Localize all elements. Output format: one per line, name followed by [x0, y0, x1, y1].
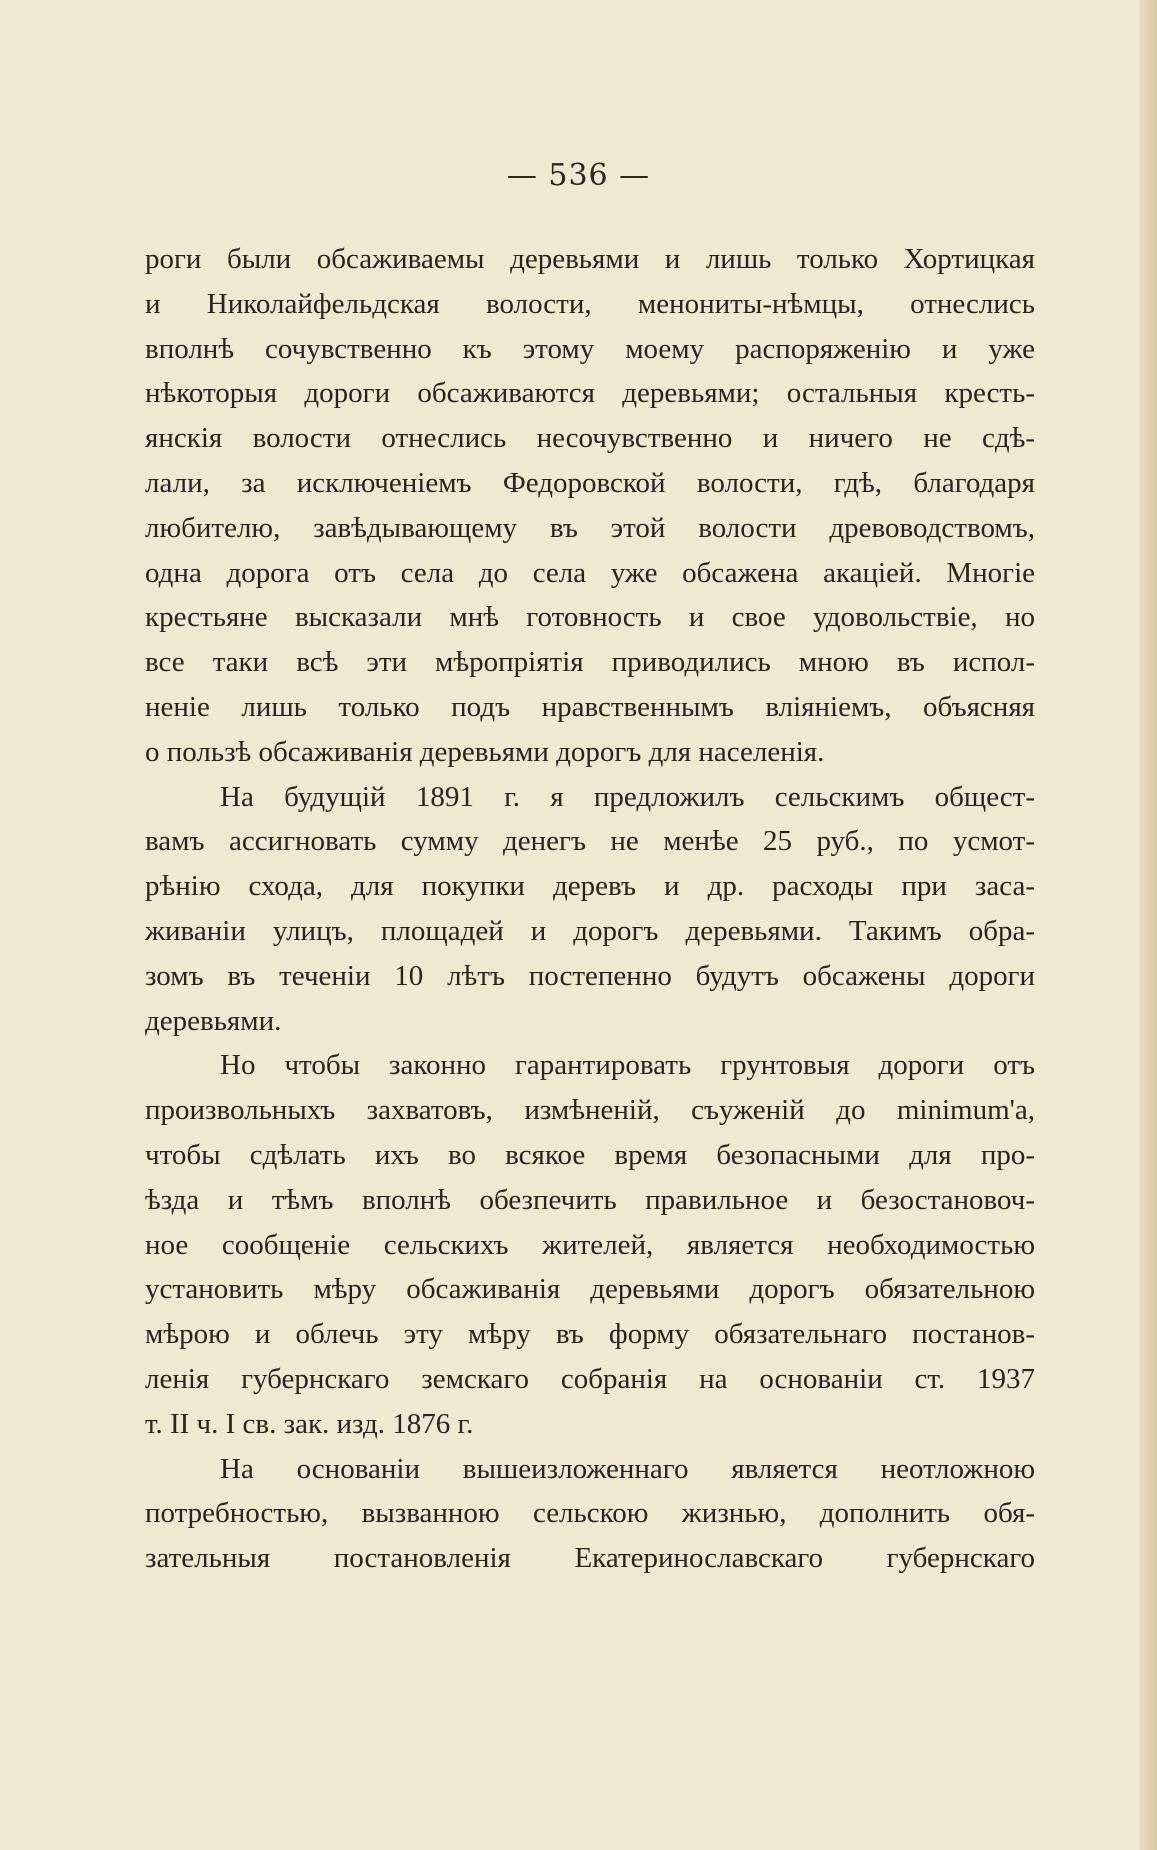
text-line: ленія губернскаго земскаго собранія на основаніи ст. 1937 — [145, 1362, 1035, 1395]
text-line: о пользѣ обсаживанія деревьями дорогъ для населенія. — [145, 735, 825, 768]
text-line: лали, за исключеніемъ Федоровской волости, гдѣ, благодаря — [145, 466, 1035, 499]
text-line: зомъ въ теченіи 10 лѣтъ постепенно будутъ обсажены дороги — [145, 959, 1035, 992]
text-line: На основаніи вышеизложеннаго является неотложною — [220, 1452, 1035, 1485]
text-line: вполнѣ сочувственно къ этому моему распоряженію и уже — [145, 332, 1035, 365]
text-line: т. II ч. I св. зак. изд. 1876 г. — [145, 1407, 474, 1440]
text-line: вамъ ассигновать сумму денегъ не менѣе 25 руб., по усмот- — [145, 825, 1035, 858]
text-line: янскія волости отнеслись несочувственно и ничего не сдѣ- — [145, 422, 1035, 455]
body-text — [145, 237, 1035, 1581]
text-line: живаніи улицъ, площадей и дорогъ деревьями. Такимъ обра- — [145, 914, 1035, 947]
text-line: роги были обсаживаемы деревьями и лишь только Хортицкая — [145, 243, 1035, 275]
text-line: и Николайфельдская волости, менониты-нѣмцы, отнеслись — [145, 287, 1035, 320]
text-line: На будущій 1891 г. я предложилъ сельскимъ общест- — [220, 780, 1035, 813]
text-line: крестьяне высказали мнѣ готовность и свое удовольствіе, но — [145, 601, 1035, 634]
text-line: ное сообщеніе сельскихъ жителей, является необходимостью — [145, 1228, 1035, 1261]
page-edge — [1139, 0, 1157, 1850]
text-line: все таки всѣ эти мѣропріятія приводились мною въ испол- — [145, 646, 1035, 679]
text-line: деревьями. — [145, 1004, 282, 1037]
text-line: ѣзда и тѣмъ вполнѣ обезпечить правильное и безостановоч- — [145, 1183, 1035, 1216]
text-line: нѣкоторыя дороги обсаживаются деревьями; остальныя кресть- — [145, 377, 1035, 410]
text-line: одна дорога отъ села до села уже обсажена акаціей. Многіе — [145, 556, 1035, 589]
text-line: неніе лишь только подъ нравственнымъ вліяніемъ, объясняя — [145, 690, 1035, 723]
text-line: мѣрою и облечь эту мѣру въ форму обязательнаго постанов- — [145, 1318, 1035, 1351]
page-number: — 536 — — [506, 158, 651, 193]
text-line: произвольныхъ захватовъ, измѣненій, съуженій до minimum'а, — [145, 1094, 1035, 1127]
text-line: зательныя постановленія Екатеринославскаго губернскаго — [145, 1542, 1035, 1575]
text-line: чтобы сдѣлать ихъ во всякое время безопасными для про- — [145, 1138, 1035, 1171]
text-line: установить мѣру обсаживанія деревьями дорогъ обязательною — [145, 1273, 1035, 1306]
text-line: потребностью, вызванною сельскою жизнью, дополнить обя- — [145, 1497, 1035, 1530]
text-line: рѣнію схода, для покупки деревъ и др. расходы при заса- — [145, 870, 1035, 903]
text-line: Но чтобы законно гарантировать грунтовыя дороги отъ — [220, 1049, 1035, 1082]
text-line: любителю, завѣдывающему въ этой волости древоводствомъ, — [145, 511, 1035, 544]
